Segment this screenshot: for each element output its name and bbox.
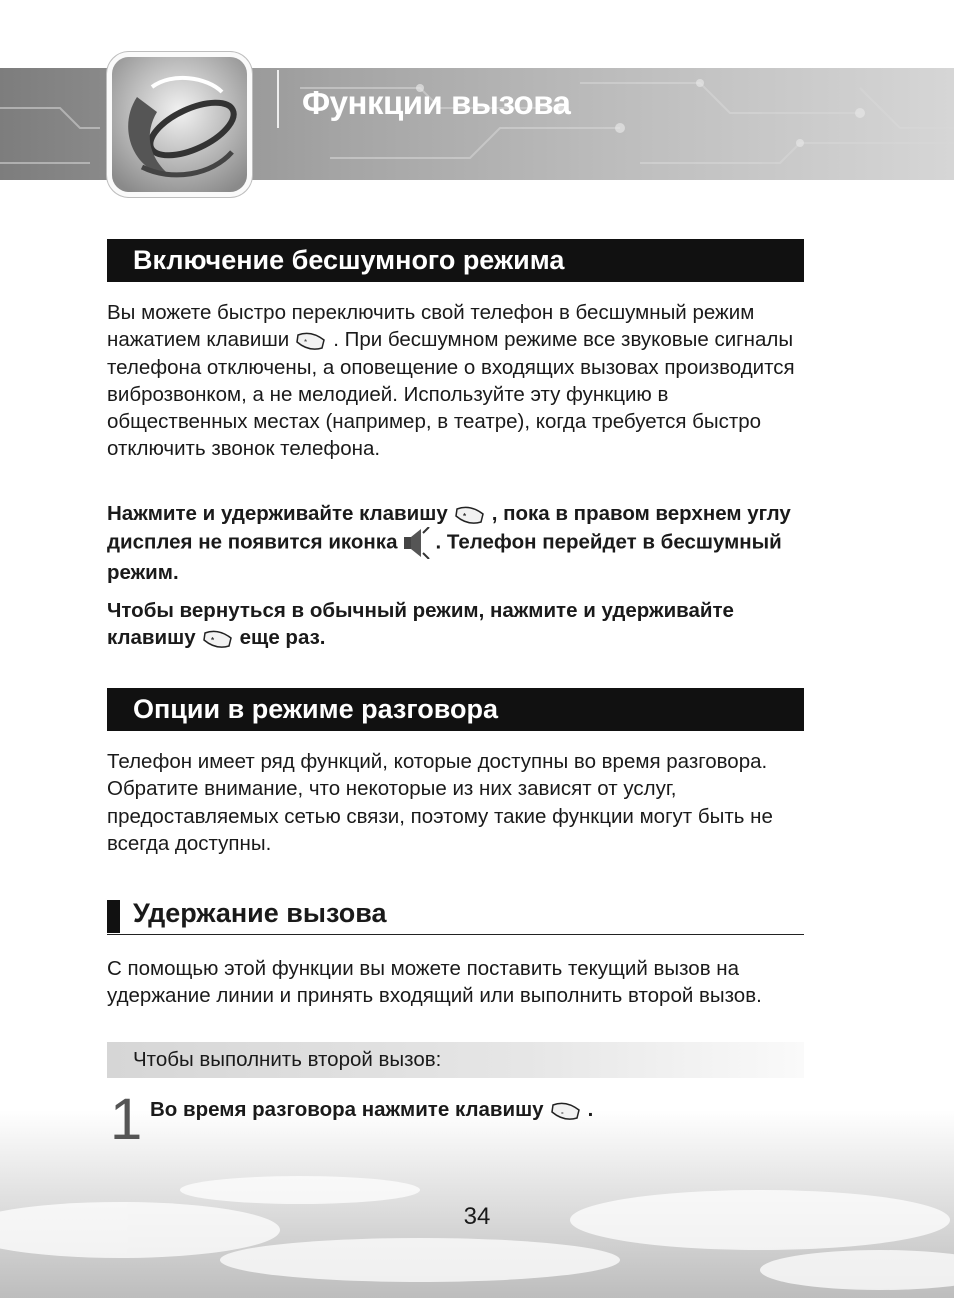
menu-key-icon	[550, 1100, 582, 1122]
second-call-label: Чтобы выполнить второй вызов:	[107, 1042, 804, 1078]
step-instruction: Во время разговора нажмите клавишу - .	[150, 1098, 594, 1121]
banner-divider	[277, 70, 279, 128]
chapter-title: Функции вызова	[302, 84, 571, 121]
svg-text:-: -	[560, 1107, 564, 1117]
page-number: 34	[463, 1203, 491, 1230]
subsection-title: Удержание вызова	[133, 898, 387, 928]
section-title-silent-mode: Включение бесшумного режима	[107, 239, 804, 282]
call-options-intro: Телефон имеет ряд функций, которые доступны во время разговора. Обратите внимание, что некоторые из них зависят от услуг, предоставляемых сетью связи, поэтому такие функции могут быть не всегда доступны.	[107, 750, 773, 855]
svg-text:*: *	[210, 635, 214, 645]
silent-mode-instruction-1: Нажмите и удерживайте клавишу * , пока в правом верхнем углу дисплея не появится иконка . Телефон перейдет в бесшумный режим.	[107, 502, 791, 585]
svg-text:*: *	[304, 337, 308, 347]
step-number: 1	[110, 1087, 143, 1152]
subsection-call-hold	[107, 898, 804, 935]
phone-call-logo-icon	[112, 57, 247, 192]
call-hold-text: С помощью этой функции вы можете поставить текущий вызов на удержание линии и принять входящий или выполнить второй вызов.	[107, 957, 762, 1008]
chapter-logo	[107, 52, 252, 197]
subsection-marker	[107, 900, 120, 933]
section-title-call-options: Опции в режиме разговора	[107, 688, 804, 731]
svg-text:*: *	[462, 511, 466, 521]
star-key-icon	[202, 628, 234, 650]
star-key-icon	[454, 504, 486, 526]
star-key-icon	[295, 330, 327, 352]
silent-mode-intro: Вы можете быстро переключить свой телефон в бесшумный режим нажатием клавиши * . При бесшумном режиме все звуковые сигналы телефона отключены, а оповещение о входящих вызовах производится виброзвонком, а не мелодией. Используйте эту функцию в общественных местах (например, в театре), когда требуется быстро отключить звонок телефона.	[107, 301, 795, 461]
silent-mode-instruction-2: Чтобы вернуться в обычный режим, нажмите и удерживайте клавишу * еще раз.	[107, 599, 734, 650]
silent-mode-icon	[401, 527, 431, 559]
